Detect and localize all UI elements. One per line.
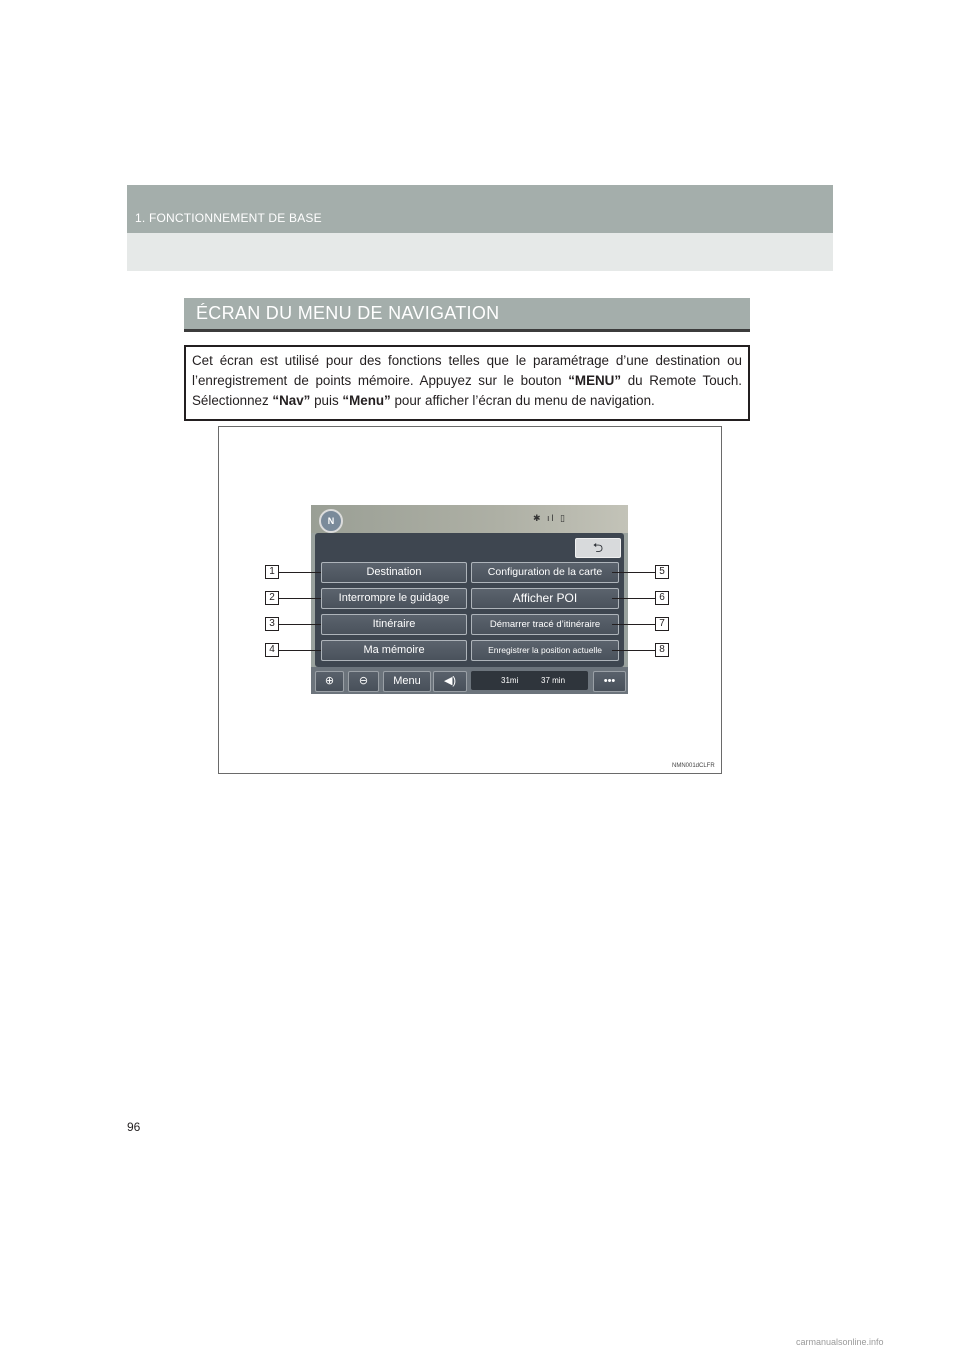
status-icons: ✱ ıl ▯ xyxy=(533,513,567,523)
figure-code: NMN001dCLFR xyxy=(672,763,715,769)
intro-text-4: pour afficher l’écran du menu de navigation. xyxy=(390,393,655,408)
afficher-poi-button[interactable]: Afficher POI xyxy=(471,588,619,609)
watermark: carmanualsonline.info xyxy=(796,1337,884,1347)
page-number: 96 xyxy=(127,1120,141,1134)
callout-1: 1 xyxy=(265,565,279,579)
callout-7: 7 xyxy=(655,617,669,631)
time-value: 37 min xyxy=(541,676,566,685)
enregistrer-position-button[interactable]: Enregistrer la position actuelle xyxy=(471,640,619,661)
back-button[interactable]: ⮌ xyxy=(575,538,621,558)
zoom-in-icon[interactable]: ⊕ xyxy=(315,671,344,692)
intro-box xyxy=(184,345,750,421)
callout-2: 2 xyxy=(265,591,279,605)
callout-4: 4 xyxy=(265,643,279,657)
chapter-title: 1. FONCTIONNEMENT DE BASE xyxy=(135,211,322,225)
navigation-screen xyxy=(311,505,628,694)
distance-value: 31mi xyxy=(501,676,519,685)
intro-menu-key: “MENU” xyxy=(568,373,622,388)
callout-line-4 xyxy=(279,650,321,651)
menu-button[interactable]: Menu xyxy=(383,671,431,692)
more-options-icon[interactable]: ••• xyxy=(593,671,626,692)
callout-line-3 xyxy=(279,624,321,625)
callout-line-8 xyxy=(612,650,655,651)
destination-button[interactable]: Destination xyxy=(321,562,467,583)
callout-line-6 xyxy=(612,598,655,599)
section-title-underline xyxy=(184,329,750,332)
map-strip xyxy=(311,505,628,533)
callout-line-7 xyxy=(612,624,655,625)
callout-8: 8 xyxy=(655,643,669,657)
callout-6: 6 xyxy=(655,591,669,605)
callout-line-5 xyxy=(612,572,655,573)
callout-5: 5 xyxy=(655,565,669,579)
ma-memoire-button[interactable]: Ma mémoire xyxy=(321,640,467,661)
demarrer-trace-button[interactable]: Démarrer tracé d’itinéraire xyxy=(471,614,619,635)
header-subband xyxy=(127,233,833,271)
intro-nav-key: “Nav” xyxy=(272,393,311,408)
voice-guidance-icon[interactable]: ◀) xyxy=(433,671,467,692)
callout-line-2 xyxy=(279,598,321,599)
itineraire-button[interactable]: Itinéraire xyxy=(321,614,467,635)
header-band xyxy=(127,185,833,233)
intro-text-1: Cet écran est utilisé pour des fonctions telles que le paramétrage d’une destination ou l’enregistrement de points mémoire. Appuyez sur le bouton xyxy=(192,353,742,388)
configuration-carte-button[interactable]: Configuration de la carte xyxy=(471,562,619,583)
intro-text-2: du Remote Touch. Sélectionnez xyxy=(192,373,742,408)
route-info[interactable] xyxy=(471,671,588,690)
interrompre-guidage-button[interactable]: Interrompre le guidage xyxy=(321,588,467,609)
compass-icon[interactable]: N xyxy=(319,509,343,533)
intro-menu-item: “Menu” xyxy=(342,393,391,408)
zoom-out-icon[interactable]: ⊖ xyxy=(348,671,379,692)
intro-text-3: puis xyxy=(310,393,343,408)
callout-line-1 xyxy=(279,572,321,573)
callout-3: 3 xyxy=(265,617,279,631)
section-title: ÉCRAN DU MENU DE NAVIGATION xyxy=(196,303,500,323)
